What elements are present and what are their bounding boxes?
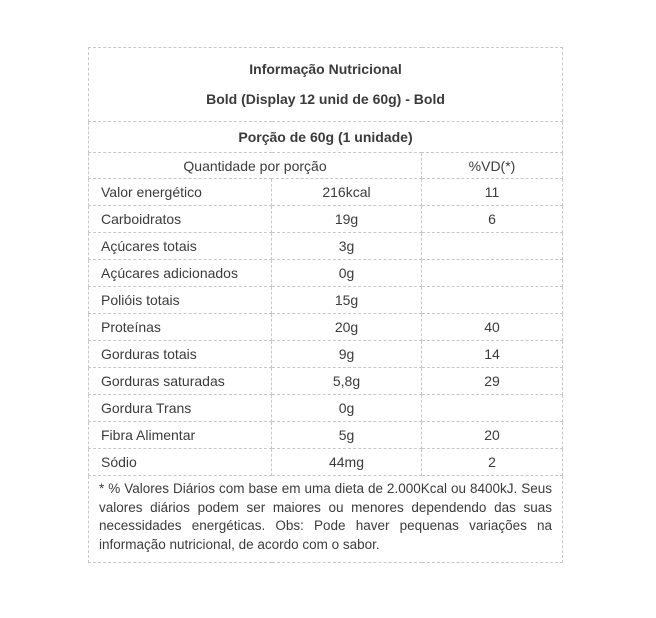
nutrient-row bbox=[89, 179, 563, 206]
nutrient-name: Açúcares totais bbox=[89, 233, 272, 260]
nutrient-name: Polióis totais bbox=[89, 287, 272, 314]
header-cell bbox=[89, 48, 563, 122]
nutrient-amount: 15g bbox=[272, 287, 422, 314]
nutrient-dv bbox=[422, 287, 563, 314]
footnote: * % Valores Diários com base em uma dieta de 2.000Kcal ou 8400kJ. Seus valores diários podem ser maiores ou menores dependendo das suas necessidades energéticas. Obs: Pode haver pequenas variações na informação nutricional, de acordo com o sabor. bbox=[89, 476, 563, 563]
nutrient-row bbox=[89, 287, 563, 314]
nutrient-name: Gorduras saturadas bbox=[89, 368, 272, 395]
nutrient-row bbox=[89, 368, 563, 395]
nutrient-name: Açúcares adicionados bbox=[89, 260, 272, 287]
column-header-dv: %VD(*) bbox=[422, 153, 563, 179]
nutrient-amount: 0g bbox=[272, 395, 422, 422]
nutrient-dv: 20 bbox=[422, 422, 563, 449]
nutrient-dv bbox=[422, 395, 563, 422]
nutrient-amount: 44mg bbox=[272, 449, 422, 476]
table-subtitle: Bold (Display 12 unid de 60g) - Bold bbox=[206, 91, 445, 107]
nutrient-dv bbox=[422, 260, 563, 287]
nutrient-amount: 0g bbox=[272, 260, 422, 287]
nutrient-row bbox=[89, 395, 563, 422]
nutrient-name: Carboidratos bbox=[89, 206, 272, 233]
nutrient-row bbox=[89, 341, 563, 368]
nutrient-row bbox=[89, 260, 563, 287]
nutrient-row bbox=[89, 449, 563, 476]
header-row bbox=[89, 48, 563, 122]
nutrient-row bbox=[89, 233, 563, 260]
column-header-quantity: Quantidade por porção bbox=[89, 153, 422, 179]
nutrient-amount: 5g bbox=[272, 422, 422, 449]
nutrient-name: Sódio bbox=[89, 449, 272, 476]
column-header-row bbox=[89, 153, 563, 179]
nutrient-row bbox=[89, 314, 563, 341]
nutrient-row bbox=[89, 206, 563, 233]
nutrient-name: Gordura Trans bbox=[89, 395, 272, 422]
portion-row bbox=[89, 122, 563, 153]
nutrient-amount: 20g bbox=[272, 314, 422, 341]
nutrient-dv: 11 bbox=[422, 179, 563, 206]
nutrient-dv: 2 bbox=[422, 449, 563, 476]
nutrient-amount: 19g bbox=[272, 206, 422, 233]
nutrient-amount: 3g bbox=[272, 233, 422, 260]
nutrient-amount: 9g bbox=[272, 341, 422, 368]
nutrient-name: Valor energético bbox=[89, 179, 272, 206]
portion-label: Porção de 60g (1 unidade) bbox=[89, 122, 563, 153]
nutrition-table-body bbox=[89, 48, 563, 563]
nutrient-name: Fibra Alimentar bbox=[89, 422, 272, 449]
nutrient-dv bbox=[422, 233, 563, 260]
nutrient-dv: 6 bbox=[422, 206, 563, 233]
nutrient-amount: 5,8g bbox=[272, 368, 422, 395]
nutrition-table bbox=[88, 47, 563, 563]
nutrient-dv: 40 bbox=[422, 314, 563, 341]
nutrient-name: Gorduras totais bbox=[89, 341, 272, 368]
nutrient-dv: 14 bbox=[422, 341, 563, 368]
footnote-row bbox=[89, 476, 563, 563]
nutrient-name: Proteínas bbox=[89, 314, 272, 341]
nutrient-row bbox=[89, 422, 563, 449]
nutrient-dv: 29 bbox=[422, 368, 563, 395]
nutrient-amount: 216kcal bbox=[272, 179, 422, 206]
table-title: Informação Nutricional bbox=[249, 61, 402, 77]
